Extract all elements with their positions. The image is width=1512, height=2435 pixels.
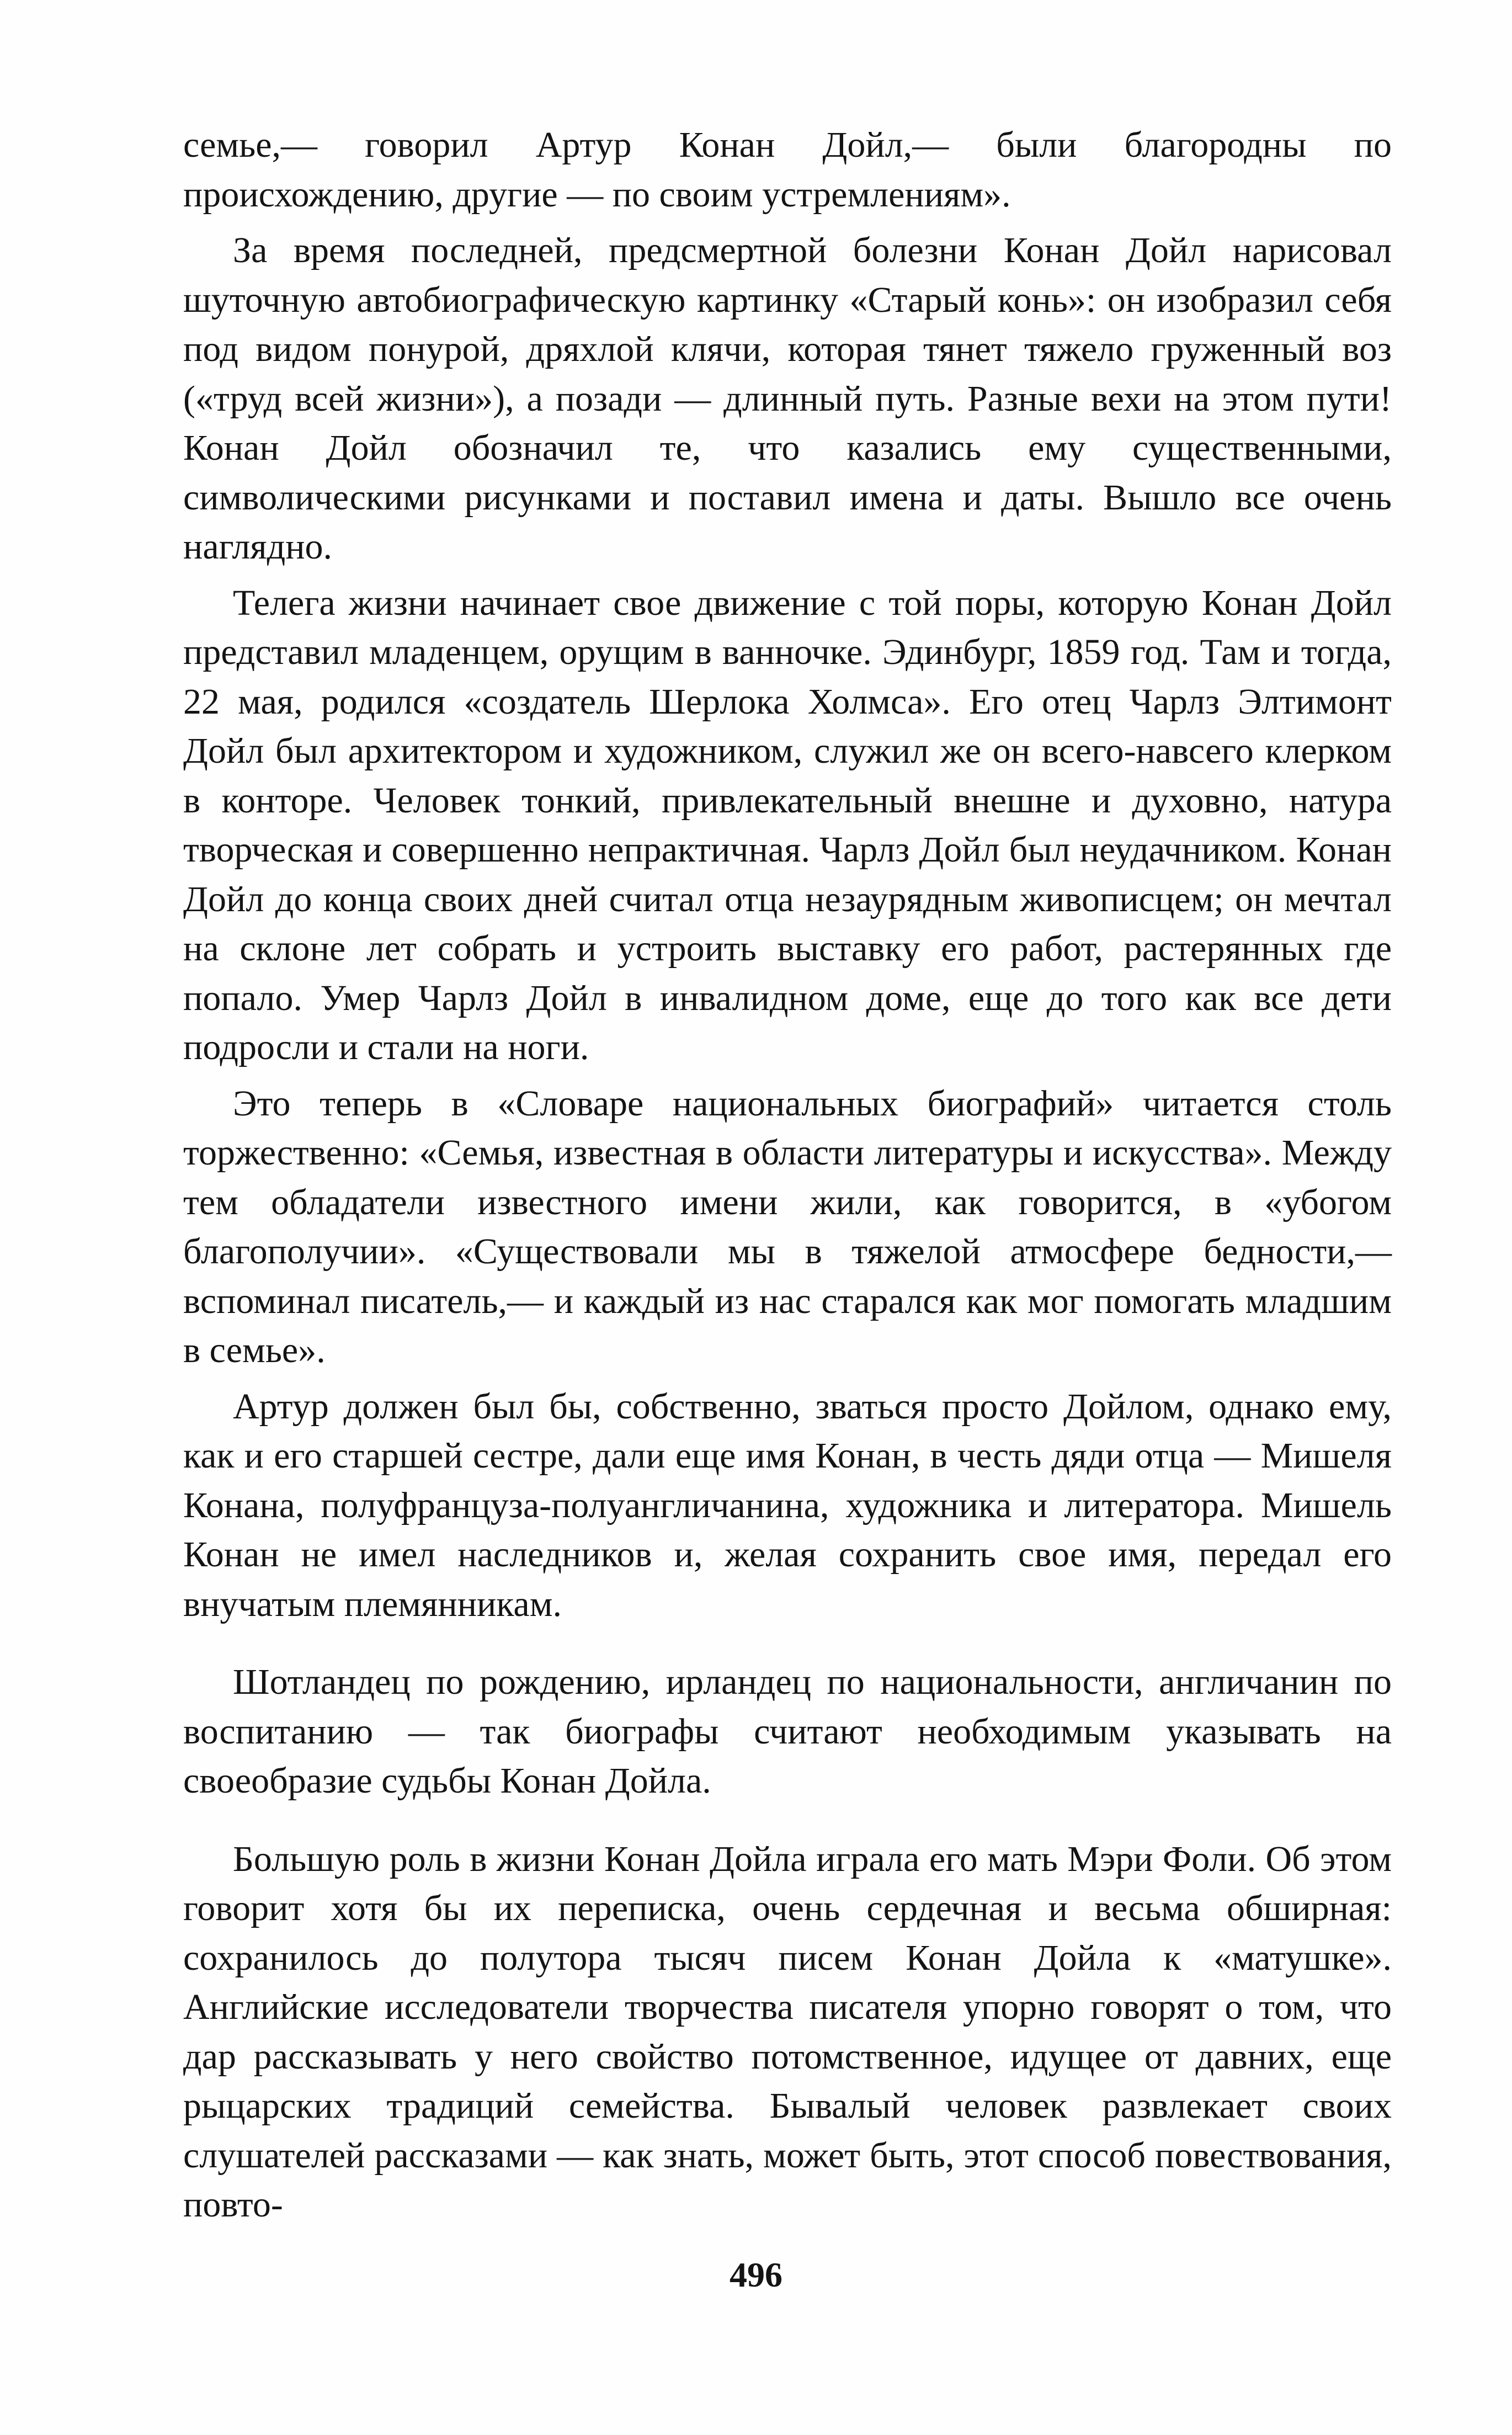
paragraph-4: Это теперь в «Словаре национальных биографий» читается столь торжественно: «Семья, известная в области литературы и искусства». Между тем обладатели известного имени жили, как говорится, в «убогом благополучии». «Существовали мы в тяжелой атмосфере бедности,— вспоминал писатель,— и каждый из нас старался как мог помогать младшим в семье». [183, 1083, 1392, 1370]
paragraph-6: Шотландец по рождению, ирландец по национальности, англичанин по воспитанию — так биографы считают необходимым указывать на своеобразие судьбы Конан Дойла. [183, 1662, 1392, 1801]
paragraph-3: Телега жизни начинает свое движение с той поры, которую Конан Дойл представил младенцем, орущим в ванночке. Эдинбург, 1859 год. Там и тогда, 22 мая, родился «создатель Шерлока Холмса». Его отец Чарлз Элтимонт Дойл был архитектором и художником, служил же он всего-навсего клерком в конторе. Человек тонкий, привлекательный внешне и духовно, натура творческая и совершенно непрактичная. Чарлз Дойл был неудачником. Конан Дойл до конца своих дней считал отца незаурядным живописцем; он мечтал на склоне лет собрать и устроить выставку его работ, растерянных где попало. Умер Чарлз Дойл в инвалидном доме, еще до того как все дети подросли и стали на ноги. [183, 582, 1392, 1067]
paragraph-7: Большую роль в жизни Конан Дойла играла его мать Мэри Фоли. Об этом говорит хотя бы их переписка, очень сердечная и весьма обширная: сохранилось до полутора тысяч писем Конан Дойла к «матушке». Английские исследователи творчества писателя упорно говорят о том, что дар рассказывать у него свойство потомственное, идущее от давних, еще рыцарских традиций семейства. Бывалый человек развлекает своих слушателей рассказами — как знать, может быть, этот способ повествования, повто- [183, 1838, 1392, 2225]
page-text-column [183, 120, 1392, 2230]
paragraph-1: семье,— говорил Артур Конан Дойл,— были благородны по происхождению, другие — по своим устремлениям». [183, 125, 1392, 215]
paragraph-2: За время последней, предсмертной болезни Конан Дойл нарисовал шуточную автобиографическую картинку «Старый конь»: он изобразил себя под видом понурой, дряхлой клячи, которая тянет тяжело груженный воз («труд всей жизни»), а позади — длинный путь. Разные вехи на этом пути! Конан Дойл обозначил те, что казались ему существенными, символическими рисунками и поставил имена и даты. Вышло все очень наглядно. [183, 230, 1392, 567]
page-number: 496 [730, 2255, 782, 2294]
paragraph-5: Артур должен был бы, собственно, зваться просто Дойлом, однако ему, как и его старшей сестре, дали еще имя Конан, в честь дяди отца — Мишеля Конана, полуфранцуза-полуангличанина, художника и литератора. Мишель Конан не имел наследников и, желая сохранить свое имя, передал его внучатым племянникам. [183, 1386, 1392, 1624]
